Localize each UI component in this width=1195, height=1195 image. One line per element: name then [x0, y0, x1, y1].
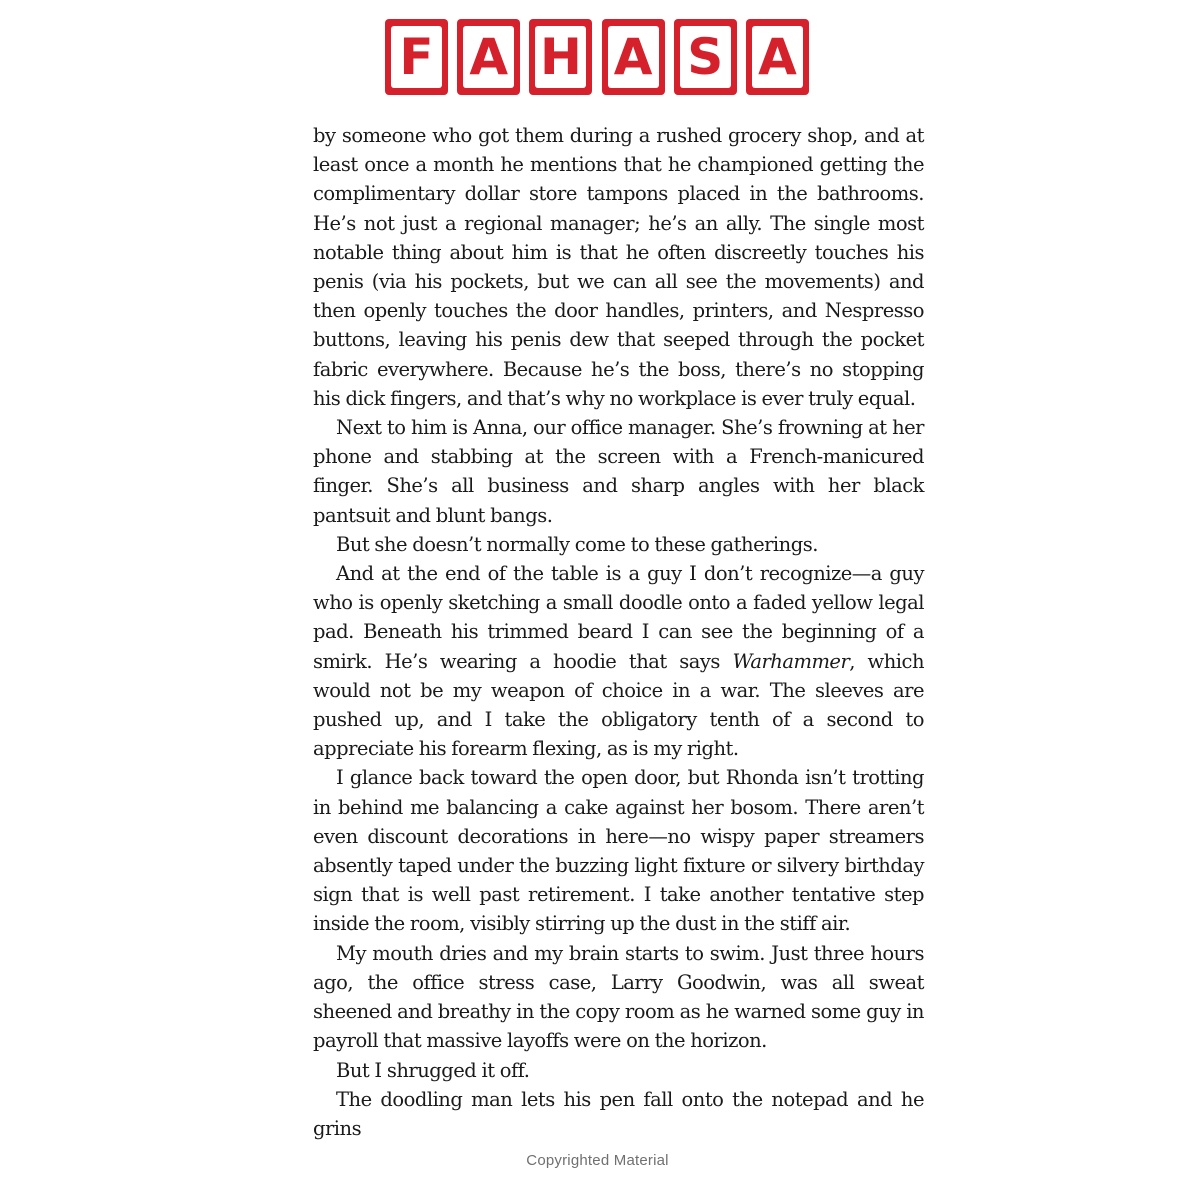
- page-body-text: [313, 121, 924, 1143]
- logo-letter: S: [687, 28, 724, 86]
- logo-letter: A: [758, 28, 797, 86]
- logo-letter: A: [613, 28, 653, 86]
- paragraph-4: [313, 559, 924, 763]
- fahasa-logo: [385, 19, 809, 97]
- logo-tile-s: [674, 19, 737, 95]
- logo-tile-f: [385, 19, 448, 95]
- copyright-notice: Copyrighted Material: [526, 1152, 669, 1169]
- logo-tile-h: [529, 19, 592, 95]
- logo-letter: H: [539, 28, 582, 86]
- paragraph-2: Next to him is Anna, our office manager. She’s frowning at her phone and stabbing at the screen with a French-manicured finger. She’s all business and sharp angles with her black pantsuit and blunt bangs.: [313, 416, 924, 527]
- logo-tile-a2: [602, 19, 665, 95]
- logo-letter: F: [399, 28, 434, 86]
- paragraph-5: I glance back toward the open door, but Rhonda isn’t trotting in behind me balancing a cake against her bosom. There aren’t even discount decorations in here—no wispy paper streamers absently taped under the buzzing light fixture or silvery birthday sign that is well past retirement. I take another tentative step inside the room, visibly stirring up the dust in the stiff air.: [313, 766, 924, 936]
- paragraph-4-text-before: And at the end of the table is a guy I don’t recognize—a guy who is openly sketching a small doodle onto a faded yellow legal pad. Beneath his trimmed beard I can see the beginning of a smirk. He’s wearing a hoodie that says: [313, 562, 924, 673]
- paragraph-1: by someone who got them during a rushed grocery shop, and at least once a month he mentions that he championed getting the complimentary dollar store tampons placed in the bathrooms. He’s not just a regional manager; he’s an ally. The single most notable thing about him is that he often discreetly touches his penis (via his pockets, but we can all see the movements) and then openly touches the door handles, printers, and Nespresso buttons, leaving his penis dew that seeped through the pocket fabric everywhere. Because he’s the boss, there’s no stopping his dick fingers, and that’s why no workplace is ever truly equal.: [313, 124, 924, 410]
- paragraph-8: The doodling man lets his pen fall onto the notepad and he grins: [313, 1087, 924, 1140]
- paragraph-3: But she doesn’t normally come to these gatherings.: [336, 532, 818, 556]
- paragraph-6: My mouth dries and my brain starts to swim. Just three hours ago, the office stress case, Larry Goodwin, was all sweat sheened and breathy in the copy room as he warned some guy in payroll that massive layoffs were on the horizon.: [313, 941, 924, 1053]
- logo-tile-a3: [746, 19, 809, 95]
- paragraph-4-emphasis: Warhammer: [732, 649, 850, 673]
- logo-tile-a: [457, 19, 520, 95]
- paragraph-7: But I shrugged it off.: [336, 1058, 530, 1082]
- logo-letter: A: [469, 28, 509, 86]
- paragraph-4-text-after: , which would not be my weapon of choice in a war. The sleeves are pushed up, and I take the obligatory tenth of a second to appreciate his forearm flexing, as is my right.: [313, 649, 924, 761]
